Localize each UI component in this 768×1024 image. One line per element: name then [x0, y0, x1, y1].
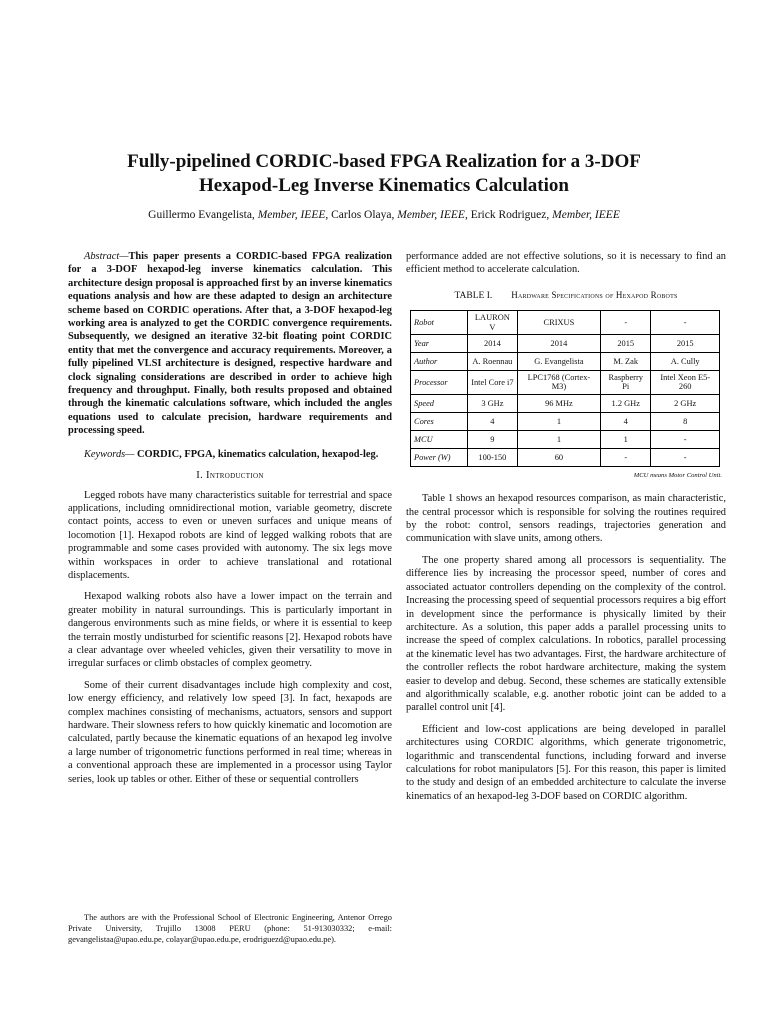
table-row [411, 394, 720, 412]
intro-paragraph-2: Hexapod walking robots also have a lower impact on the terrain and greater mobility in natural surroundings. This is particularly important in dangerous environments such as mine fields, or where it is essential to keep the terrain mostly undisturbed for scientific reasons [2]. Hexapod robots have a clear advantage over wheeled vehicles, given their versatility to move in irregular surfaces or climb obstacles of complex geometry. [68, 591, 392, 670]
table-cell: 4 [468, 412, 518, 430]
section-number: I. [196, 470, 204, 482]
abstract-text: This paper presents a CORDIC-based FPGA realization for a 3-DOF hexapod-leg inverse kinematics calculation. This architecture design proposal is approached first by an inverse kinematics equations analysis and how are these adapted to design an architecture scheme based on CORDIC operations. After that, a 3-DOF hexapod-leg working area is analyzed to get the CORDIC convergence requirements. Subsequently, we designed an iterative 32-bit floating point CORDIC entity that met the convergence and accuracy requirements. Moreover, a fully pipelined VLSI architecture is designed, respective hardware and clock signaling considerations are described in order to achieve high frequency and throughput. Finally, both results proposed and obtained through the kinematic calculations software, which included the angles equations used to calculate precision, hardware requirements and processing speed. [68, 251, 392, 437]
table-row-header: Author [411, 353, 468, 371]
table-row [411, 353, 720, 371]
table-cell: 4 [601, 412, 651, 430]
table-row-header: MCU [411, 430, 468, 448]
table-cell: 1 [517, 430, 600, 448]
table-cell: 60 [517, 448, 600, 466]
table-cell: - [601, 311, 651, 335]
table-cell: 1.2 GHz [601, 394, 651, 412]
table-cell: 8 [651, 412, 720, 430]
section-heading-introduction [68, 469, 392, 482]
table-row-header: Robot [411, 311, 468, 335]
table-cell: 2015 [601, 335, 651, 353]
table-cell: Intel Xeon E5-260 [651, 371, 720, 395]
table-note: MCU means Motor Control Unit. [633, 471, 722, 479]
intro-paragraph-1: Legged robots have many characteristics suitable for terrestrial and space applications, including omnidirectional motion, variable geometry, discrete contact points, access to even or uneven surfaces and unique means of locomotion [1]. Hexapod robots are kind of legged walking robots that are programmable and some cases provided with autonomy. The six legs move within workspaces in order to achieve translational and rotational displacements. [68, 489, 392, 581]
hardware-specifications-table [410, 310, 720, 467]
table-row [411, 335, 720, 353]
table-cell: 2015 [651, 335, 720, 353]
abstract-lead: Abstract— [84, 251, 129, 262]
table-row [411, 371, 720, 395]
intro-paragraph-4: Table 1 shows an hexapod resources comparison, as main characteristic, the central processor which is responsible for solving the routines required by the robot: control, sensors readings, trajectories generation and communication with slave units, among others. [406, 493, 726, 545]
table-row [411, 430, 720, 448]
table-row [411, 412, 720, 430]
intro-paragraph-3: Some of their current disadvantages include high complexity and cost, low energy efficiency, and relatively low speed [3]. In fact, hexapods are complex machines consisting of mechanisms, actuators, sensors and support hardware. Their slowness refers to how quickly kinematic and locomotion are calculated, partly because the kinematic equations of an hexapod leg involve a large number of trigonometric functions performed in real time; whereas in a conventional approach these are implemented in a processor using Taylor series, look up tables or other. Either of these or sequential controllers [68, 679, 392, 785]
author-name: Erick Rodriguez, [470, 209, 553, 221]
table-row-header: Year [411, 335, 468, 353]
table-row-header: Cores [411, 412, 468, 430]
author-separator: , [325, 209, 332, 221]
table-caption [406, 289, 726, 303]
table-cell: LPC1768 (Cortex-M3) [517, 371, 600, 395]
intro-paragraph-3-continued: performance added are not effective solutions, so it is necessary to find an efficient method to accelerate calculation. [406, 251, 726, 276]
table-row [411, 448, 720, 466]
table-cell: M. Zak [601, 353, 651, 371]
keywords-lead: Keywords— [84, 448, 138, 460]
author-role: Member, IEEE [257, 209, 326, 221]
table-cell: 1 [601, 430, 651, 448]
right-column [406, 250, 726, 811]
author-name: Guillermo Evangelista, [148, 209, 258, 221]
table-cell: 9 [468, 430, 518, 448]
title-line-2: Hexapod-Leg Inverse Kinematics Calculation [199, 175, 569, 196]
table-title: Hardware Specifications of Hexapod Robots [511, 289, 678, 300]
table-cell: 1 [517, 412, 600, 430]
intro-paragraph-6: Efficient and low-cost applications are being developed in parallel architectures using CORDIC algorithms, which generate trigonometric, logarithmic and transcendental functions, including forward and inverse calculations for robot manipulators [5]. For this reason, this paper is limited to the study and design of an embedded architecture to calculate the inverse kinematics of an hexapod-leg 3-DOF based on CORDIC algorithm. [406, 723, 726, 802]
author-role: Member, IEEE [552, 209, 620, 221]
intro-paragraph-5: The one property shared among all processors is sequentiality. The difference lies by increasing the processor speed, number of cores and associated actuator controllers depending on the complexity of the control. Increasing the processing speed of sequential processors requires a big effort in development since the performance is physically limited by their architecture. As a solution, this paper adds a parallel processing units to increase the speed of complex calculations. In robotics, parallel processing at the kinematic level has two advantages. First, the hardware architecture of the controller reflects the robot hardware architecture, making the system easier to develop and debug. Second, these schemes are statically extensible and algorithmically scalable, e.g. another robotic joint can be added to a parallel control unit [4]. [406, 554, 726, 714]
table-cell: - [651, 448, 720, 466]
keywords-text: CORDIC, FPGA, kinematics calculation, hexapod-leg. [137, 448, 379, 460]
table-cell: 2014 [517, 335, 600, 353]
keywords [68, 448, 392, 461]
table-cell: - [651, 311, 720, 335]
table-cell: 2014 [468, 335, 518, 353]
table-row [411, 311, 720, 335]
table-cell: Raspberry Pi [601, 371, 651, 395]
table-cell: 96 MHz [517, 394, 600, 412]
table-label: TABLE I. [454, 290, 493, 301]
table-cell: A. Cully [651, 353, 720, 371]
paper-title [40, 150, 728, 198]
abstract [68, 250, 392, 438]
author-role: Member, IEEE [397, 209, 465, 221]
author-separator: , [464, 209, 471, 221]
table-row-header: Power (W) [411, 448, 468, 466]
table-cell: 2 GHz [651, 394, 720, 412]
table-cell: LAURON V [468, 311, 518, 335]
table-row-header: Speed [411, 394, 468, 412]
table-cell: 100-150 [468, 448, 518, 466]
left-column [68, 250, 392, 794]
author-list [40, 208, 728, 222]
table-cell: Intel Core i7 [468, 371, 518, 395]
author-name: Carlos Olaya, [331, 209, 398, 221]
table-cell: - [651, 430, 720, 448]
section-title: Introduction [206, 470, 264, 482]
table-row-header: Processor [411, 371, 468, 395]
table-cell: G. Evangelista [517, 353, 600, 371]
author-affiliation-footnote: The authors are with the Professional School of Electronic Engineering, Antenor Orrego Private University, Trujillo 13008 PERU (phone: 51-913030332; e-mail: gevangelistaa@upao.edu.pe, colayar@upao.edu.pe, erodriguezd@upao.edu.pe). [68, 913, 392, 944]
table-cell: - [601, 448, 651, 466]
table-cell: A. Roennau [468, 353, 518, 371]
title-line-1: Fully-pipelined CORDIC-based FPGA Realization for a 3-DOF [127, 151, 641, 172]
table-cell: CRIXUS [517, 311, 600, 335]
table-cell: 3 GHz [468, 394, 518, 412]
